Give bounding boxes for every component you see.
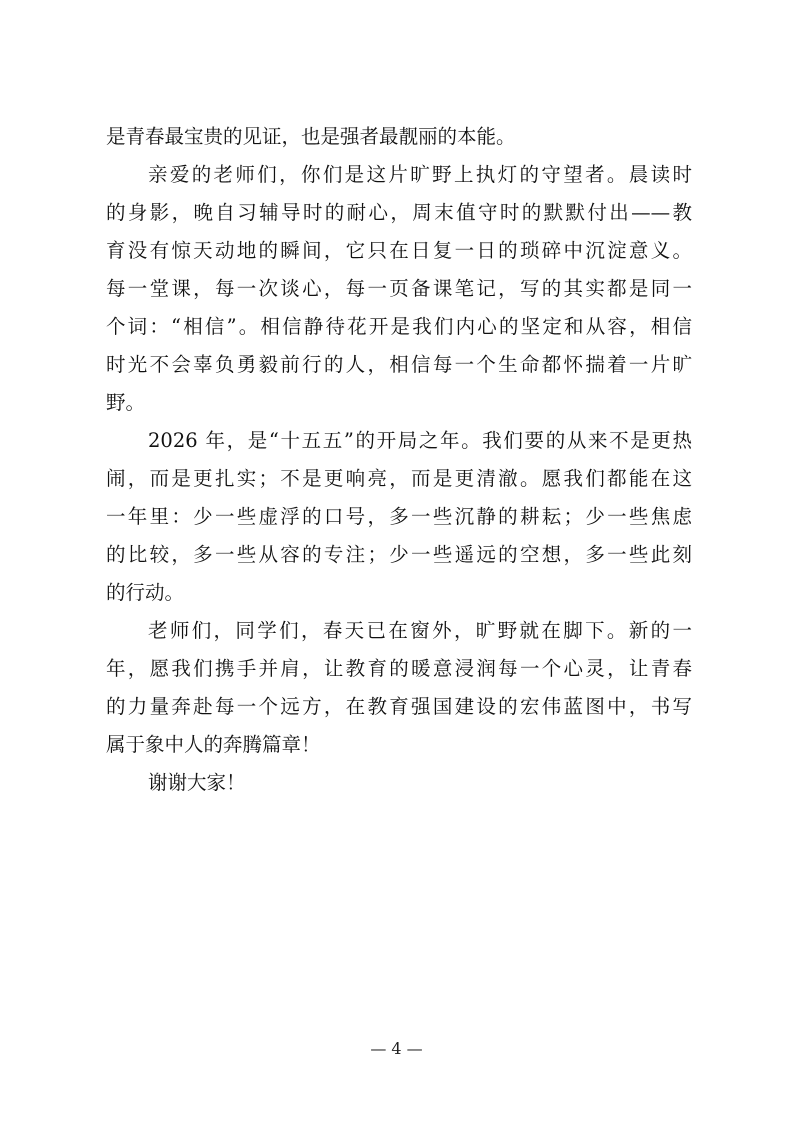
text-line: 亲爱的老师们，你们是这片旷野上执灯的守望者。晨读时 [148,163,692,186]
text-line: 谢谢大家！ [148,771,246,794]
body-text [106,118,692,802]
text-line: 的力量奔赴每一个远方，在教育强国建设的宏伟蓝图中，书写 [106,695,692,718]
text-line: 是青春最宝贵的见证，也是强者最靓丽的本能。 [106,125,516,148]
text-line: 的行动。 [106,581,185,604]
text-line: 属于象中人的奔腾篇章！ [106,733,321,756]
text-line: 闹，而是更扎实；不是更响亮，而是更清澈。愿我们都能在这 [106,467,692,490]
text-line: 时光不会辜负勇毅前行的人，相信每一个生命都怀揣着一片旷 [106,353,692,376]
text-line: 野。 [106,391,146,414]
text-line: 育没有惊天动地的瞬间，它只在日复一日的琐碎中沉淀意义。 [106,239,692,262]
text-line: 的比较，多一些从容的专注；少一些遥远的空想，多一些此刻 [106,543,692,566]
text-line: 年，愿我们携手并肩，让教育的暖意浸润每一个心灵，让青春 [106,657,692,680]
text-line: 一年里：少一些虚浮的口号，多一些沉静的耕耘；少一些焦虑 [106,505,692,528]
text-line: 个词：“相信”。相信静待花开是我们内心的坚定和从容，相信 [106,315,692,338]
text-line: 2026 年，是“十五五”的开局之年。我们要的从来不是更热 [148,429,692,452]
text-line: 的身影，晚自习辅导时的耐心，周末值守时的默默付出——教 [106,201,692,224]
page-number: — 4 — [370,1039,423,1058]
text-line: 老师们，同学们，春天已在窗外，旷野就在脚下。新的一 [148,619,692,642]
text-line: 每一堂课，每一次谈心，每一页备课笔记，写的其实都是同一 [106,277,692,300]
